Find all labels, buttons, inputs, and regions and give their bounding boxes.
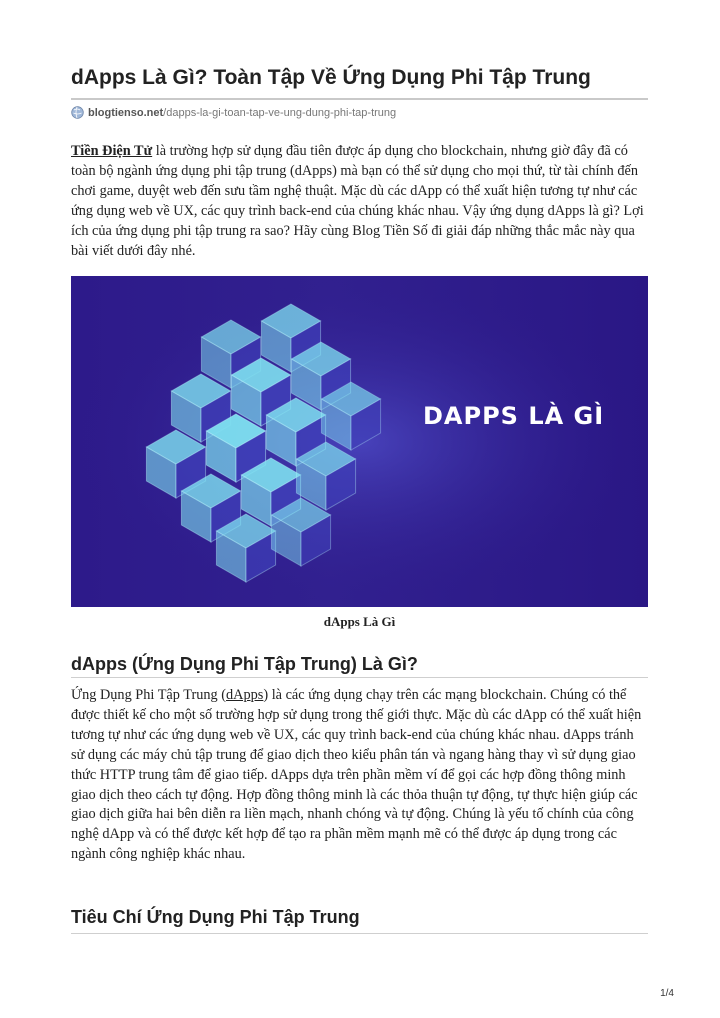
page-number: 1/4 (660, 988, 674, 999)
section-divider (71, 677, 648, 678)
source-domain: blogtienso.net (88, 106, 164, 119)
article-title: dApps Là Gì? Toàn Tập Về Ứng Dụng Phi Tập Trung (71, 66, 591, 89)
title-divider (71, 98, 648, 100)
section-divider-2 (71, 933, 648, 934)
section-heading-criteria: Tiêu Chí Ứng Dụng Phi Tập Trung (71, 907, 360, 927)
hero-title: DAPPS LÀ GÌ (423, 402, 605, 430)
section1-text-start: Ứng Dụng Phi Tập Trung ( (71, 687, 227, 703)
cube-illustration (71, 276, 648, 607)
intro-text: là trường hợp sử dụng đầu tiên được áp dụng cho blockchain, nhưng giờ đây đã có toàn bộ ngành ứng dụng phi tập trung (dApps) mà bạn có thể sử dụng cho mọi thứ, từ tài chính đến chơi game, duyệt web đến sưu tầm nghệ thuật. Mặc dù các dApp có thể xuất hiện tương tự như các ứng dụng web về UX, các quy trình back-end của chúng khác nhau. Vậy ứng dụng dApps là gì? Lợi ích của ứng dụng phi tập trung ra sao? Hãy cùng Blog Tiền Số đi giải đáp những thắc mắc này qua bài viết dưới đây nhé. (71, 143, 644, 259)
section1-text-rest: ) là các ứng dụng chạy trên các mạng blockchain. Chúng có thể được thiết kế cho một số trường hợp sử dụng trong thế giới thực. Mặc dù các dApp có thể xuất hiện tương tự như các ứng dụng web về UX, các quy trình back-end của chúng khác nhau. dApps tránh sử dụng các máy chủ tập trung để giao dịch theo kiểu phân tán và ngang hàng thay vì sử dụng giao thức HTTP trung tâm để giao tiếp. dApps dựa trên phần mềm ví để gọi các hợp đồng thông minh giao dịch theo cách tự động. Hợp đồng thông minh là các thỏa thuận tự động, tự thực hiện giúp các giao dịch giữa hai bên diễn ra liền mạch, nhanh chóng và tự động. Chúng là yếu tố chính của công nghệ dApp và có thể được kết hợp để tạo ra phần mềm mạnh mẽ có thể được áp dụng trong các ngành công nghiệp khác nhau. (71, 687, 642, 863)
intro-link[interactable]: Tiền Điện Tử (71, 143, 153, 159)
section1-paragraph (71, 686, 648, 865)
source-path: /dapps-la-gi-toan-tap-ve-ung-dung-phi-tap-trung (163, 106, 397, 119)
intro-paragraph (71, 142, 648, 261)
hero-image (71, 276, 648, 607)
section-heading-what-is-dapps: dApps (Ứng Dụng Phi Tập Trung) Là Gì? (71, 654, 418, 674)
source-url[interactable] (71, 106, 396, 119)
image-caption: dApps Là Gì (323, 614, 396, 629)
dapps-link[interactable]: dApps (226, 687, 264, 703)
globe-icon (71, 106, 84, 119)
